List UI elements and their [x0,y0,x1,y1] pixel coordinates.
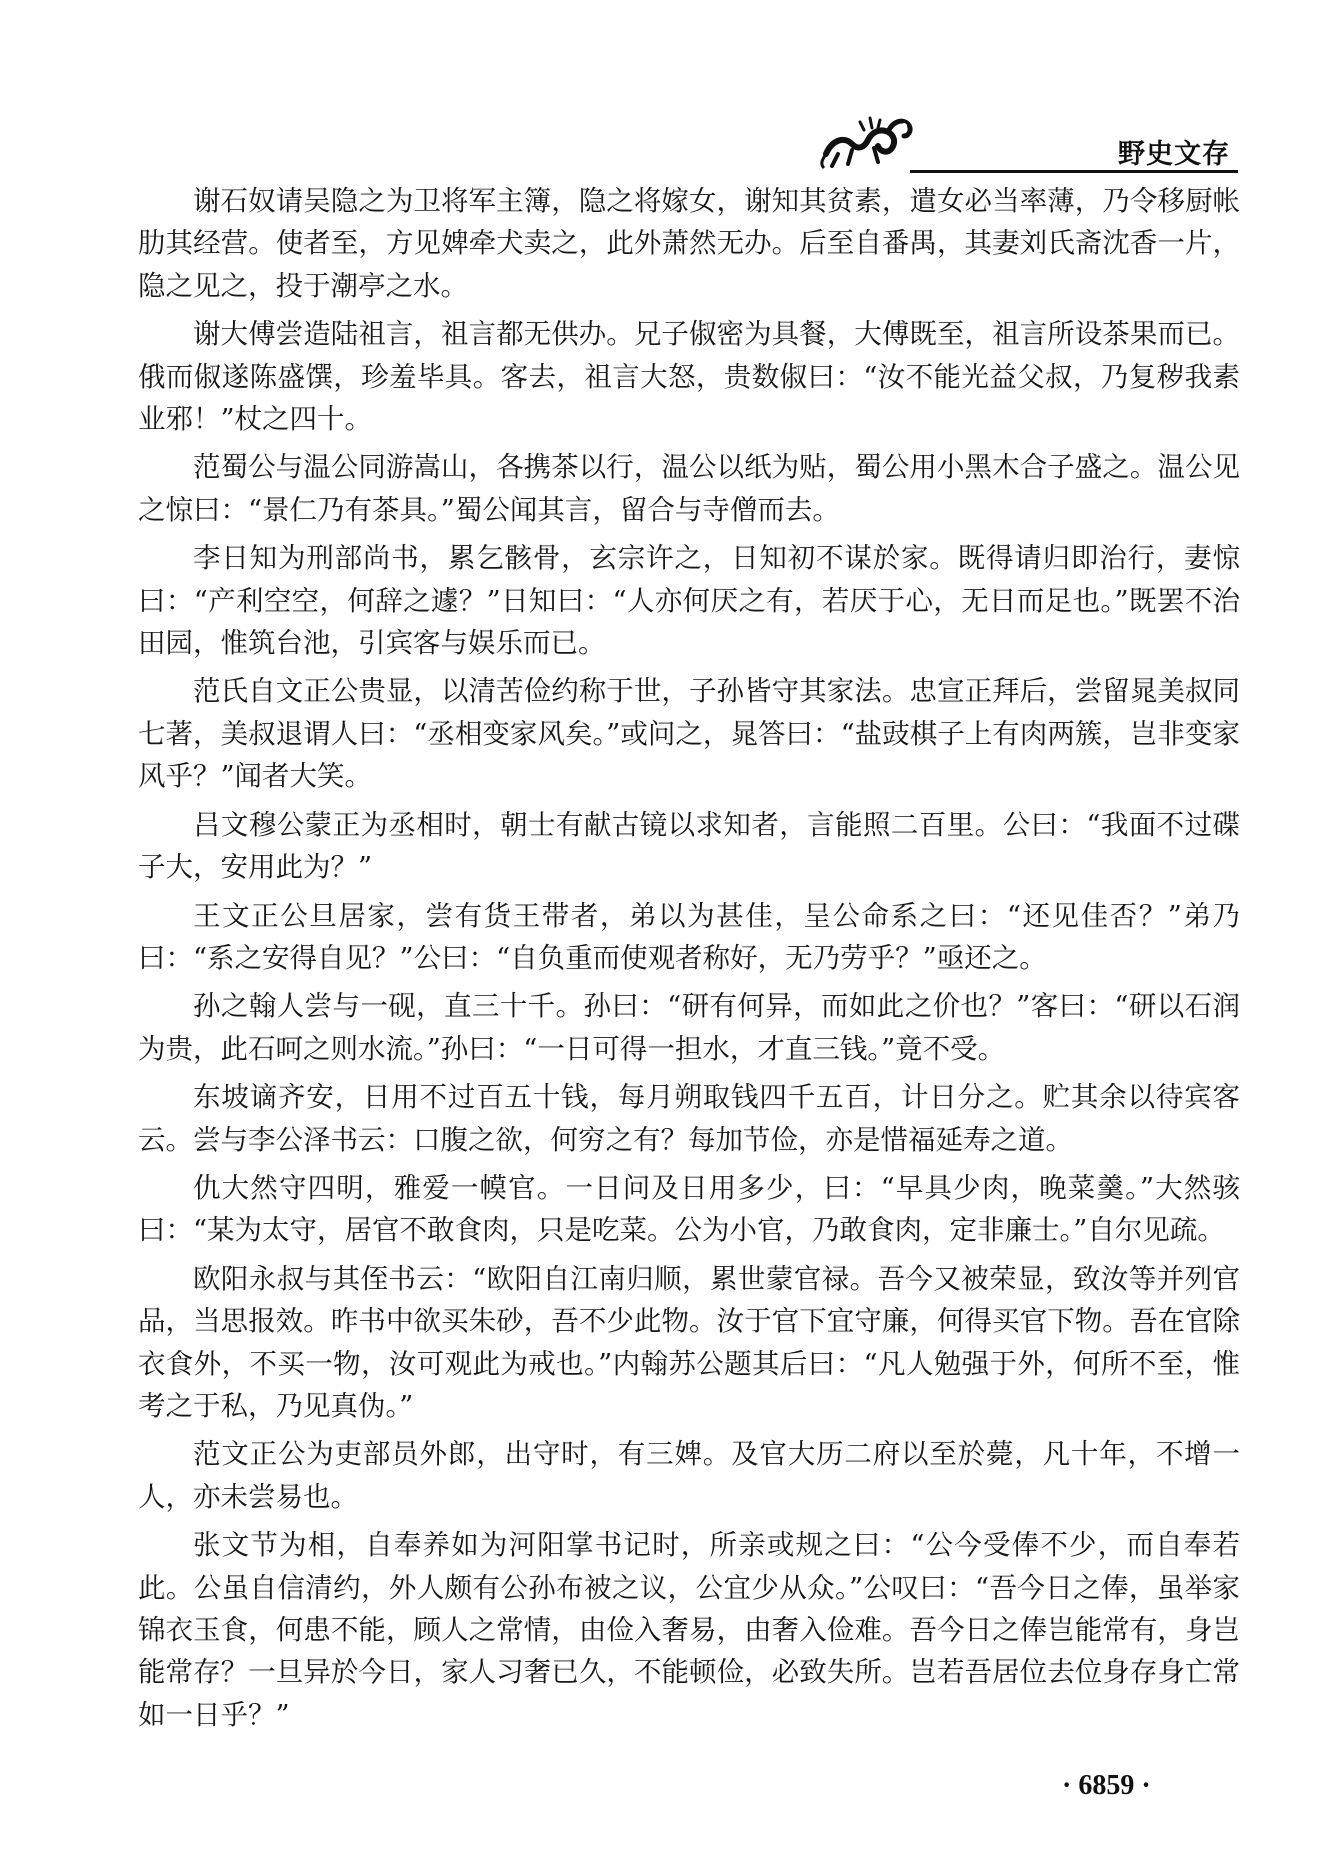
paragraph: 李日知为刑部尚书，累乞骸骨，玄宗许之，日知初不谋於家。既得请归即治行，妻惊曰：“产利空空，何辞之遽？”日知曰：“人亦何厌之有，若厌于心，无日而足也。”既罢不治田园，惟筑台池，引宾客与娱乐而已。 [138,542,1240,660]
paragraph: 张文节为相，自奉养如为河阳掌书记时，所亲或规之曰：“公今受俸不少，而自奉若此。公虽自信清约，外人颇有公孙布被之议，公宜少从众。”公叹曰：“吾今日之俸，虽举家锦衣玉食，何患不能，顾人之常情，由俭入奢易，由奢入俭难。吾今日之俸岂能常有，身岂能常存？一旦异於今日，家人习奢已久，不能顿俭，必致失所。岂若吾居位去位身存身亡常如一日乎？” [138,1529,1240,1731]
page-number: · 6859 · [1062,1770,1151,1801]
paragraph: 谢石奴请吴隐之为卫将军主簿，隐之将嫁女，谢知其贫素，遣女必当率薄，乃令移厨帐肋其经营。使者至，方见婢牵犬卖之，此外萧然无办。后至自番禺，其妻刘氏斋沈香一片，隐之见之，投于潮亭之水。 [138,185,1240,302]
paragraph: 谢大傅尝造陆祖言，祖言都无供办。兄子俶密为具餐，大傅既至，祖言所设茶果而已。俄而俶遂陈盛馔，珍羞毕具。客去，祖言大怒，贵数俶曰：“汝不能光益父叔，乃复秽我素业邪！”杖之四十。 [138,318,1240,436]
paragraph: 欧阳永叔与其侄书云：“欧阳自江南归顺，累世蒙官禄。吾今又被荣显，致汝等并列官品，当思报效。昨书中欲买朱砂，吾不少此物。汝于官下宜守廉，何得买官下物。吾在官除衣食外，不买一物，汝可观此为戒也。”内翰苏公题其后曰：“凡人勉强于外，何所不至，惟考之于私，乃见真伪。” [138,1262,1240,1422]
paragraph: 王文正公旦居家，尝有货王带者，弟以为甚佳，呈公命系之曰：“还见佳否？”弟乃曰：“系之安得自见？”公曰：“自负重而使观者称好，无乃劳乎？”亟还之。 [138,899,1240,974]
running-header [818,110,1238,176]
paragraph: 范文正公为吏部员外郎，出守时，有三婢。及官大历二府以至於薨，凡十年，不增一人，亦未尝易也。 [138,1438,1240,1513]
paragraph: 仇大然守四明，雅爱一幙官。一日问及日用多少，曰：“早具少肉，晚菜羹。”大然骇曰：“某为太守，居官不敢食肉，只是吃菜。公为小官，乃敢食肉，定非廉士。”自尔见疏。 [138,1171,1240,1247]
paragraph: 孙之翰人尝与一砚，直三十千。孙曰：“研有何异，而如此之价也？”客曰：“研以石润为贵，此石呵之则水流。”孙曰：“一日可得一担水，才直三钱。”竟不受。 [138,990,1240,1065]
header-rule [910,170,1238,173]
header-title: 野史文存 [1118,139,1230,170]
paragraph: 范氏自文正公贵显，以清苦俭约称于世，子孙皆守其家法。忠宣正拜后，尝留晁美叔同七著，美叔退谓人曰：“丞相变家风矣。”或问之，晁答曰：“盐豉棋子上有肉两簇，岂非变家风乎？”闻者大笑。 [138,675,1240,793]
paragraph: 范蜀公与温公同游嵩山，各携茶以行，温公以纸为贴，蜀公用小黑木合子盛之。温公见之惊曰：“景仁乃有茶具。”蜀公闻其言，留合与寺僧而去。 [138,451,1240,526]
paragraph: 吕文穆公蒙正为丞相时，朝士有献古镜以求知者，言能照二百里。公曰：“我面不过碟子大，安用此为？” [138,808,1240,884]
dragon-icon [818,110,918,172]
page-body [138,180,1240,1742]
paragraph: 东坡谪齐安，日用不过百五十钱，每月朔取钱四千五百，计日分之。贮其余以待宾客云。尝与李公泽书云：口腹之欲，何穷之有？每加节俭，亦是惜福延寿之道。 [138,1081,1240,1156]
